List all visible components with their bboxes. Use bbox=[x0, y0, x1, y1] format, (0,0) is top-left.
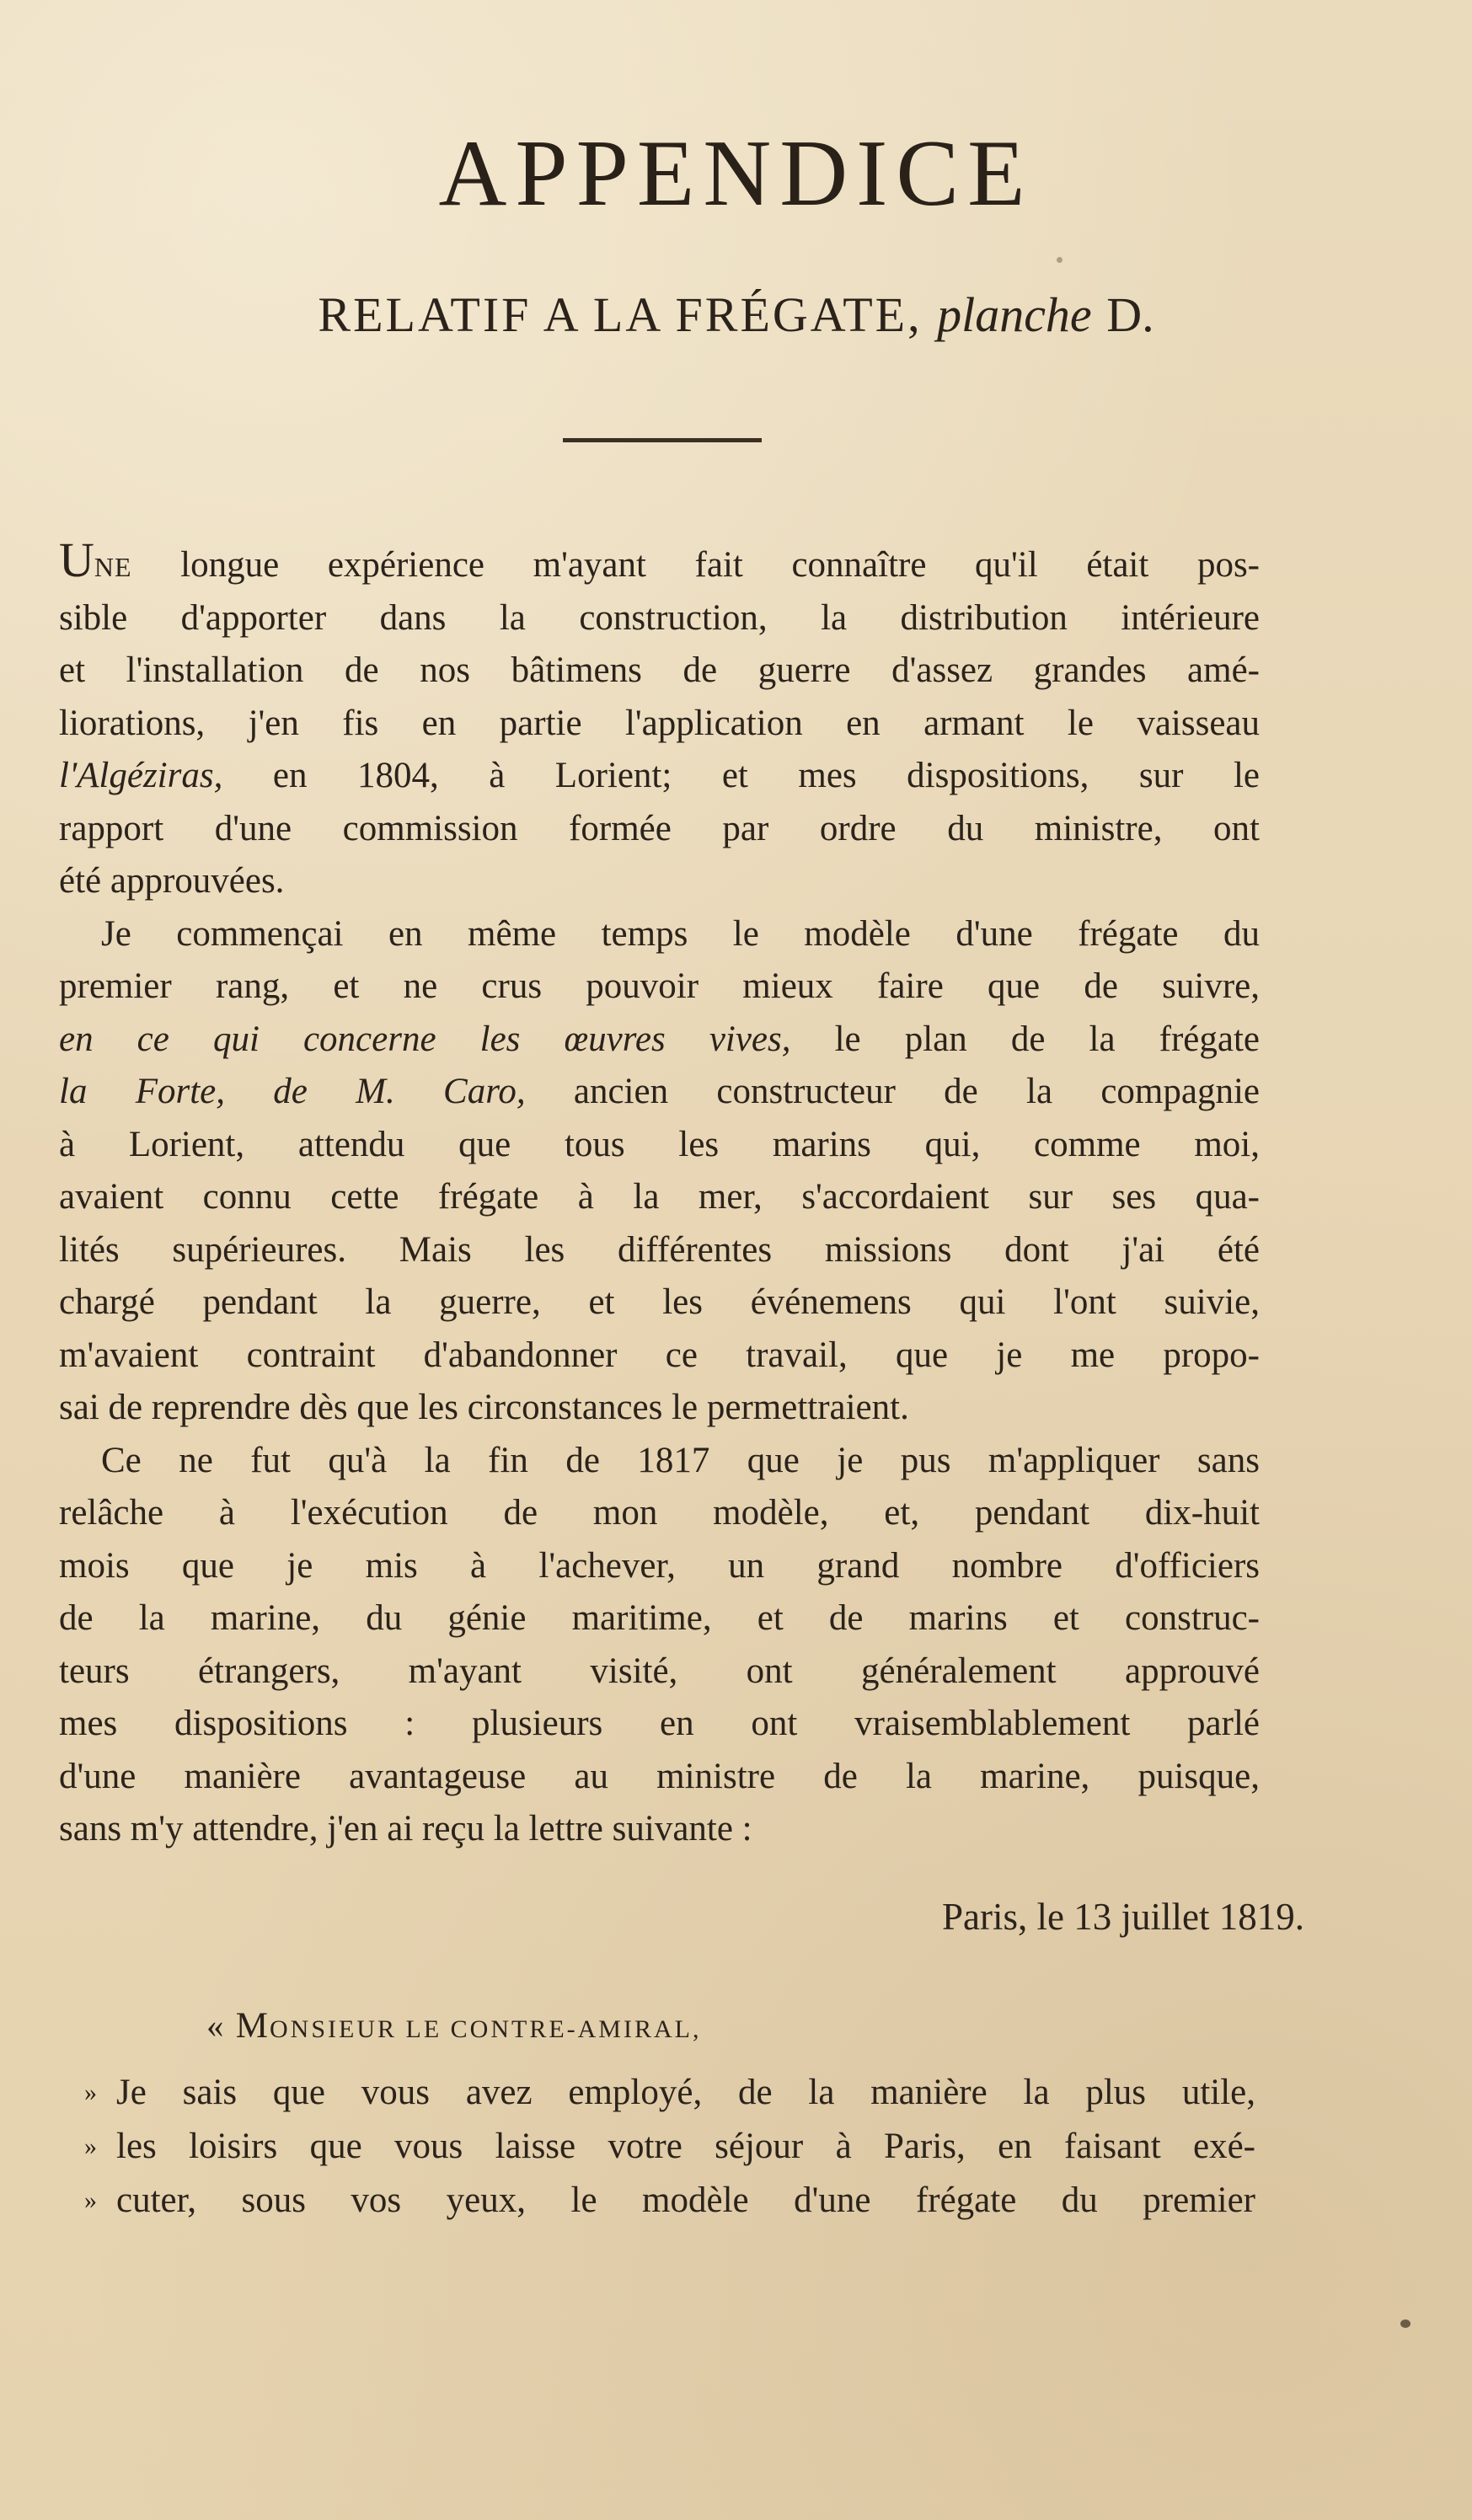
letter-line-content: Je sais que vous avez employé, de la manière la plus utile, bbox=[116, 2073, 1255, 2112]
letter-line-content: cuter, sous vos yeux, le modèle d'une frégate du premier bbox=[116, 2180, 1255, 2220]
text-line: et l'installation de nos bâtimens de guerre d'assez grandes amé- bbox=[59, 650, 1260, 690]
text-line: premier rang, et ne crus pouvoir mieux faire que de suivre, bbox=[59, 966, 1260, 1006]
quote-marker: » bbox=[84, 2132, 97, 2160]
text-line: à Lorient, attendu que tous les marins qui, comme moi, bbox=[59, 1124, 1260, 1164]
ship-name: l'Algéziras, bbox=[59, 756, 223, 795]
text-line: Je commençai en même temps le modèle d'une frégate du bbox=[101, 913, 1260, 954]
paragraph bbox=[59, 532, 1260, 908]
text-line-content: en 1804, à Lorient; et mes dispositions, sur le bbox=[222, 756, 1260, 795]
text-line: Ce ne fut qu'à la fin de 1817 que je pus m'appliquer sans bbox=[101, 1440, 1260, 1480]
small-caps-text: NE bbox=[94, 552, 132, 582]
text-line: sible d'apporter dans la construction, la distribution intérieure bbox=[59, 597, 1260, 638]
text-line: mes dispositions : plusieurs en ont vraisemblablement parlé bbox=[59, 1704, 1260, 1743]
page-subtitle bbox=[0, 287, 1472, 342]
drop-cap: U bbox=[59, 532, 94, 587]
text-line: rapport d'une commission formée par ordre du ministre, ont bbox=[59, 808, 1260, 848]
letter-date: Paris, le 13 juillet 1819. bbox=[942, 1896, 1304, 1938]
letter-body bbox=[84, 2066, 1255, 2228]
text-line: de la marine, du génie maritime, et de marins et construc- bbox=[59, 1598, 1260, 1638]
text-line bbox=[59, 1066, 1260, 1119]
text-line: liorations, j'en fis en partie l'application en armant le vaisseau bbox=[59, 703, 1260, 743]
text-line: mois que je mis à l'achever, un grand nombre d'officiers bbox=[59, 1545, 1260, 1586]
text-line: teurs étrangers, m'ayant visité, ont généralement approuvé bbox=[59, 1651, 1260, 1691]
ship-name: la Forte, de M. Caro, bbox=[59, 1072, 526, 1111]
salutation-rest: LE CONTRE-AMIRAL, bbox=[397, 2015, 702, 2043]
italic-phrase: en ce qui concerne les œuvres vives, bbox=[59, 1019, 791, 1059]
section-divider bbox=[563, 438, 762, 442]
subtitle-italic: planche bbox=[937, 287, 1092, 342]
quote-marker: » bbox=[84, 2079, 97, 2106]
paragraph bbox=[59, 1435, 1260, 1856]
text-line: été approuvées. bbox=[59, 861, 285, 901]
letter-line bbox=[84, 2120, 1255, 2174]
letter-salutation bbox=[206, 2008, 701, 2044]
salutation-first-word: ONSIEUR bbox=[269, 2015, 397, 2043]
text-line: chargé pendant la guerre, et les événemens qui l'ont suivie, bbox=[59, 1282, 1260, 1322]
text-line: d'une manière avantageuse au ministre de la marine, puisque, bbox=[59, 1756, 1260, 1796]
text-line-content: longue expérience m'ayant fait connaître qu'il était pos- bbox=[131, 545, 1260, 585]
text-line: sai de reprendre dès que les circonstances le permettraient. bbox=[59, 1388, 909, 1427]
text-line: relâche à l'exécution de mon modèle, et, pendant dix-huit bbox=[59, 1493, 1260, 1533]
body-text bbox=[59, 532, 1261, 1856]
text-line: sans m'y attendre, j'en ai reçu la lettre suivante : bbox=[59, 1809, 752, 1849]
subtitle-plate-letter: D. bbox=[1106, 287, 1154, 342]
text-line bbox=[59, 750, 1260, 803]
text-line-content: le plan de la frégate bbox=[790, 1019, 1260, 1059]
text-line-content: ancien constructeur de la compagnie bbox=[525, 1072, 1261, 1111]
text-line: lités supérieures. Mais les différentes missions dont j'ai été bbox=[59, 1229, 1260, 1270]
text-line bbox=[59, 1014, 1260, 1067]
text-line bbox=[59, 532, 1260, 592]
ink-spot bbox=[1400, 2319, 1410, 2328]
letter-line bbox=[84, 2066, 1255, 2120]
letter-line bbox=[84, 2174, 1255, 2228]
text-line: avaient connu cette frégate à la mer, s'accordaient sur ses qua- bbox=[59, 1177, 1260, 1217]
page-title: APPENDICE bbox=[438, 121, 1034, 226]
text-line: m'avaient contraint d'abandonner ce travail, que je me propo- bbox=[59, 1335, 1260, 1375]
subtitle-main: RELATIF A LA FRÉGATE, bbox=[318, 287, 923, 342]
open-quote: « bbox=[206, 2006, 226, 2045]
letter-line-content: les loisirs que vous laisse votre séjour à Paris, en faisant exé- bbox=[116, 2127, 1255, 2166]
ink-spot bbox=[1057, 257, 1063, 263]
paragraph bbox=[59, 908, 1260, 1435]
salutation-initial: M bbox=[235, 2006, 270, 2046]
quote-marker: » bbox=[84, 2186, 97, 2214]
